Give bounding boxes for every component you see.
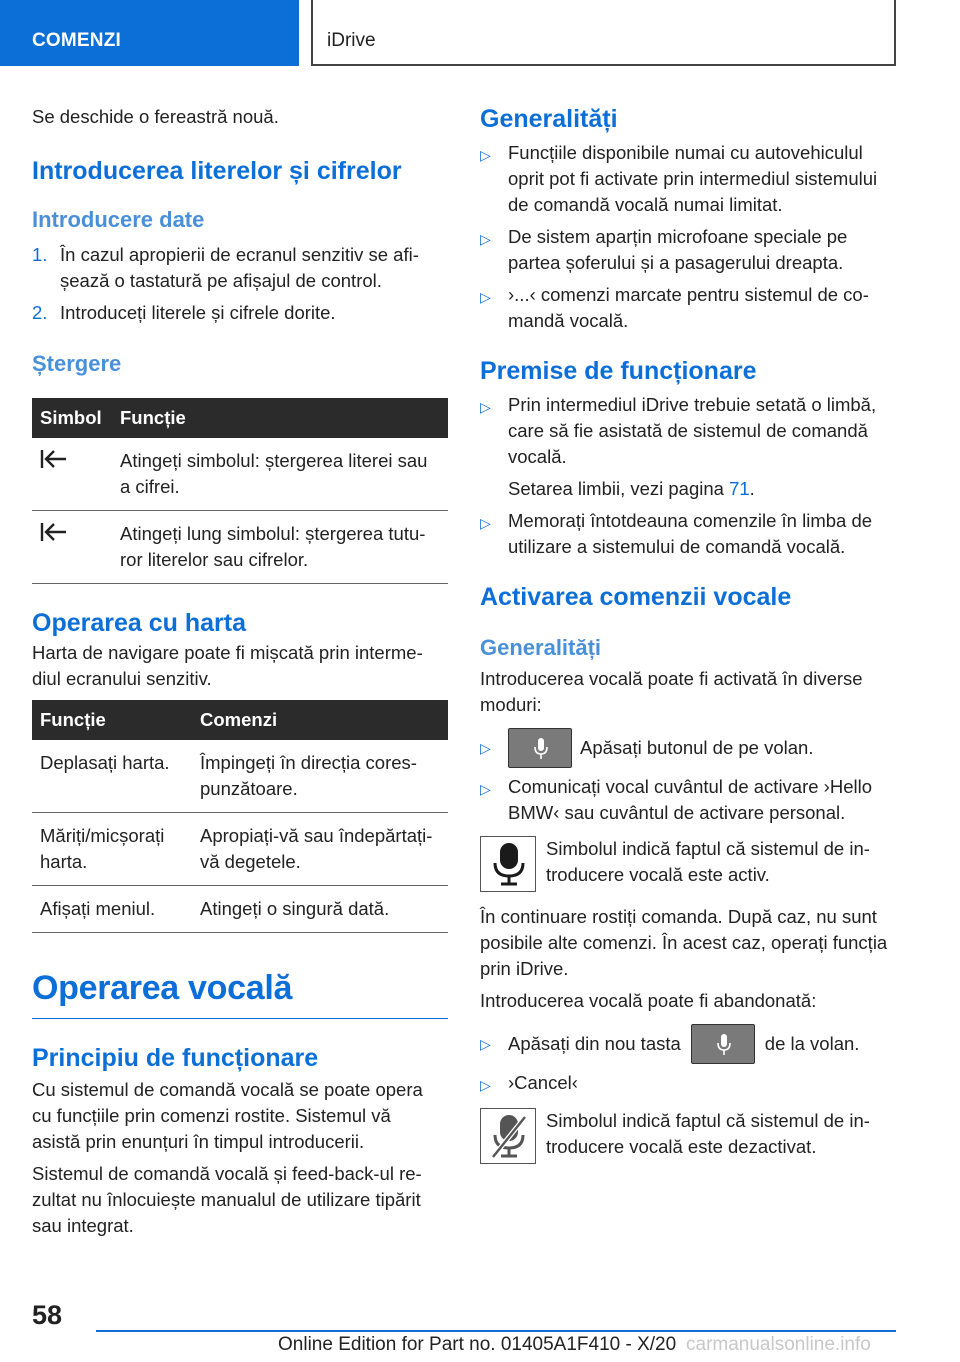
- table-header: Comenzi: [192, 700, 448, 740]
- item-text: oprit pot fi activate prin intermediul sistemului: [508, 168, 878, 189]
- intro-text: Se deschide o fereastră nouă.: [32, 106, 279, 127]
- chapter-tab: [0, 0, 299, 66]
- paragraph-line: sau integrat.: [32, 1215, 134, 1236]
- note-text: troducere vocală este activ.: [546, 864, 770, 885]
- heading-divider: [32, 1018, 448, 1019]
- table-header: Funcție: [32, 700, 192, 740]
- paragraph-line: Cu sistemul de comandă vocală se poate opera: [32, 1079, 423, 1100]
- step-text: șează o tastatură pe afișajul de control.: [60, 270, 382, 291]
- page-reference: [508, 476, 876, 502]
- bullet-triangle-icon: ▷: [480, 781, 491, 797]
- general-list: [480, 140, 896, 334]
- paragraph-line: Introducerea vocală poate fi activată în diverse: [480, 668, 863, 689]
- bullet-triangle-icon: ▷: [480, 147, 491, 163]
- list-item: [32, 300, 448, 326]
- cell-text: Afișați meniul.: [40, 898, 156, 919]
- table-row: [32, 511, 448, 584]
- map-text: Harta de navigare poate fi mișcată prin interme‐: [32, 642, 423, 663]
- footer-divider: [96, 1330, 896, 1332]
- table-cell: [192, 813, 448, 886]
- item-text: De sistem aparțin microfoane speciale pe: [508, 226, 848, 247]
- item-text: utilizare a sistemului de comandă vocală.: [508, 536, 846, 557]
- feedback-paragraph: [32, 1161, 448, 1239]
- list-item: [480, 1070, 896, 1098]
- bullet-triangle-icon: ▷: [480, 740, 491, 756]
- table-header-row: [32, 700, 448, 740]
- heading-general-2: Generalități: [480, 635, 602, 660]
- list-item: [32, 242, 448, 294]
- item-text: care să fie asistată de sistemul de comandă: [508, 420, 868, 441]
- backspace-icon: [40, 448, 68, 470]
- edition-text: Online Edition for Part no. 01405A1F410 - X/20: [278, 1334, 677, 1355]
- section-header: [311, 0, 896, 66]
- list-item: [480, 508, 896, 560]
- inactive-symbol-note: [480, 1108, 896, 1164]
- reference-text: Setarea limbii, vezi pagina: [508, 478, 730, 499]
- watermark: carmanualsonline.info: [686, 1334, 871, 1355]
- bullet-triangle-icon: ▷: [480, 231, 491, 247]
- item-text: ›...‹ comenzi marcate pentru sistemul de co‐: [508, 284, 869, 305]
- heading-voice-operation: Operarea vocală: [32, 969, 293, 1007]
- note-text: Simbolul indică faptul că sistemul de in‐: [546, 1110, 870, 1131]
- map-text: diul ecranului senzitiv.: [32, 668, 212, 689]
- bullet-triangle-icon: ▷: [480, 1077, 491, 1093]
- item-text: Funcțiile disponibile numai cu autovehiculul: [508, 142, 863, 163]
- table-cell: [192, 740, 448, 813]
- reference-period: .: [749, 478, 755, 499]
- note-text: troducere vocală este dezactivat.: [546, 1136, 817, 1157]
- activation-paragraph: [480, 666, 896, 718]
- heading-principle: Principiu de funcționare: [32, 1044, 319, 1072]
- cell-text: Atingeți simbolul: ștergerea literei sau: [120, 450, 428, 471]
- item-text: mandă vocală.: [508, 310, 629, 331]
- heading-delete: Ștergere: [32, 351, 122, 376]
- cell-text: ror literelor sau cifrelor.: [120, 549, 309, 570]
- cell-text: Atingeți lung simbolul: ștergerea tutu‐: [120, 523, 426, 544]
- mic-button-icon: [508, 728, 572, 768]
- active-symbol-note: [480, 836, 896, 892]
- continue-paragraph: [480, 904, 896, 982]
- heading-activate: Activarea comenzii vocale: [480, 583, 792, 611]
- paragraph-line: cu funcțiile prin comenzi rostite. Sistemul vă: [32, 1105, 391, 1126]
- voice-inactive-icon: [480, 1108, 536, 1164]
- map-table: [32, 700, 448, 933]
- step-number: 1.: [32, 244, 48, 265]
- cell-text: vă degetele.: [200, 851, 301, 872]
- table-cell: [32, 438, 112, 511]
- list-item: [480, 774, 896, 826]
- table-row: [32, 438, 448, 511]
- cell-text: punzătoare.: [200, 778, 298, 799]
- table-cell: [112, 438, 448, 511]
- item-text: vocală.: [508, 446, 567, 467]
- page-link[interactable]: 71: [729, 478, 750, 499]
- paragraph-line: asistă prin enunțuri în timpul introducerii.: [32, 1131, 365, 1152]
- table-cell: [32, 511, 112, 584]
- list-item: [480, 282, 896, 334]
- item-text: ›Cancel‹: [508, 1072, 578, 1093]
- principle-paragraph: [32, 1077, 448, 1155]
- list-item: [480, 224, 896, 276]
- chapter-title: COMENZI: [32, 30, 122, 51]
- heading-enter-data: Introducere date: [32, 207, 205, 232]
- cell-text: Împingeți în direcția cores‐: [200, 752, 417, 773]
- paragraph-line: Sistemul de comandă vocală și feed‐back‐ul re‐: [32, 1163, 422, 1184]
- table-header: Funcție: [112, 398, 448, 438]
- cell-text: harta.: [40, 851, 88, 872]
- mic-button-icon: [691, 1024, 755, 1064]
- steps-list: [32, 242, 448, 326]
- item-text: Apăsați butonul de pe volan.: [580, 737, 814, 758]
- list-item: [480, 392, 896, 502]
- list-item: [480, 1024, 896, 1064]
- item-text: de la volan.: [764, 1033, 860, 1054]
- item-text: partea șoferului și a pasagerului dreapta.: [508, 252, 844, 273]
- step-number: 2.: [32, 302, 48, 323]
- table-cell: [32, 886, 192, 933]
- heading-premise: Premise de funcționare: [480, 357, 757, 385]
- heading-general: Generalități: [480, 105, 618, 133]
- list-item: [480, 728, 896, 768]
- table-header: Simbol: [32, 398, 112, 438]
- left-column: [32, 100, 448, 1239]
- bullet-triangle-icon: ▷: [480, 289, 491, 305]
- right-column: [480, 100, 896, 1164]
- table-header-row: [32, 398, 448, 438]
- delete-table: [32, 398, 448, 584]
- cell-text: a cifrei.: [120, 476, 180, 497]
- cell-text: Deplasați harta.: [40, 752, 170, 773]
- cell-text: Atingeți o singură dată.: [200, 898, 390, 919]
- paragraph-line: posibile alte comenzi. În acest caz, operați funcția: [480, 932, 888, 953]
- table-row: [32, 813, 448, 886]
- item-text: BMW‹ sau cuvântul de activare personal.: [508, 802, 846, 823]
- premise-list: [480, 392, 896, 560]
- step-text: Introduceți literele și cifrele dorite.: [60, 302, 336, 323]
- paragraph-line: moduri:: [480, 694, 542, 715]
- table-row: [32, 886, 448, 933]
- backspace-icon: [40, 521, 68, 543]
- heading-map: Operarea cu harta: [32, 609, 246, 637]
- paragraph-line: zultat nu înlocuiește manualul de utilizare tipărit: [32, 1189, 421, 1210]
- bullet-triangle-icon: ▷: [480, 1036, 491, 1052]
- table-cell: [32, 740, 192, 813]
- table-cell: [192, 886, 448, 933]
- cell-text: Apropiați‐vă sau îndepărtați‐: [200, 825, 433, 846]
- item-text: de comandă vocală numai limitat.: [508, 194, 783, 215]
- paragraph-line: prin iDrive.: [480, 958, 569, 979]
- item-text: Prin intermediul iDrive trebuie setată o limbă,: [508, 394, 877, 415]
- voice-active-icon: [480, 836, 536, 892]
- table-cell: [32, 813, 192, 886]
- item-text: Comunicați vocal cuvântul de activare ›Hello: [508, 776, 873, 797]
- abort-text: Introducerea vocală poate fi abandonată:: [480, 990, 817, 1011]
- bullet-triangle-icon: ▷: [480, 399, 491, 415]
- note-text: Simbolul indică faptul că sistemul de in‐: [546, 838, 870, 859]
- paragraph-line: În continuare rostiți comanda. După caz, nu sunt: [480, 906, 877, 927]
- list-item: [480, 140, 896, 218]
- item-text: Memorați întotdeauna comenzile în limba de: [508, 510, 873, 531]
- step-text: În cazul apropierii de ecranul senzitiv se afi‐: [60, 244, 419, 265]
- section-title: iDrive: [327, 30, 376, 51]
- table-row: [32, 740, 448, 813]
- bullet-triangle-icon: ▷: [480, 515, 491, 531]
- item-text: Apăsați din nou tasta: [508, 1033, 681, 1054]
- heading-input: Introducerea literelor și cifrelor: [32, 157, 402, 185]
- page-number: 58: [32, 1300, 63, 1330]
- cell-text: Măriți/micșorați: [40, 825, 165, 846]
- table-cell: [112, 511, 448, 584]
